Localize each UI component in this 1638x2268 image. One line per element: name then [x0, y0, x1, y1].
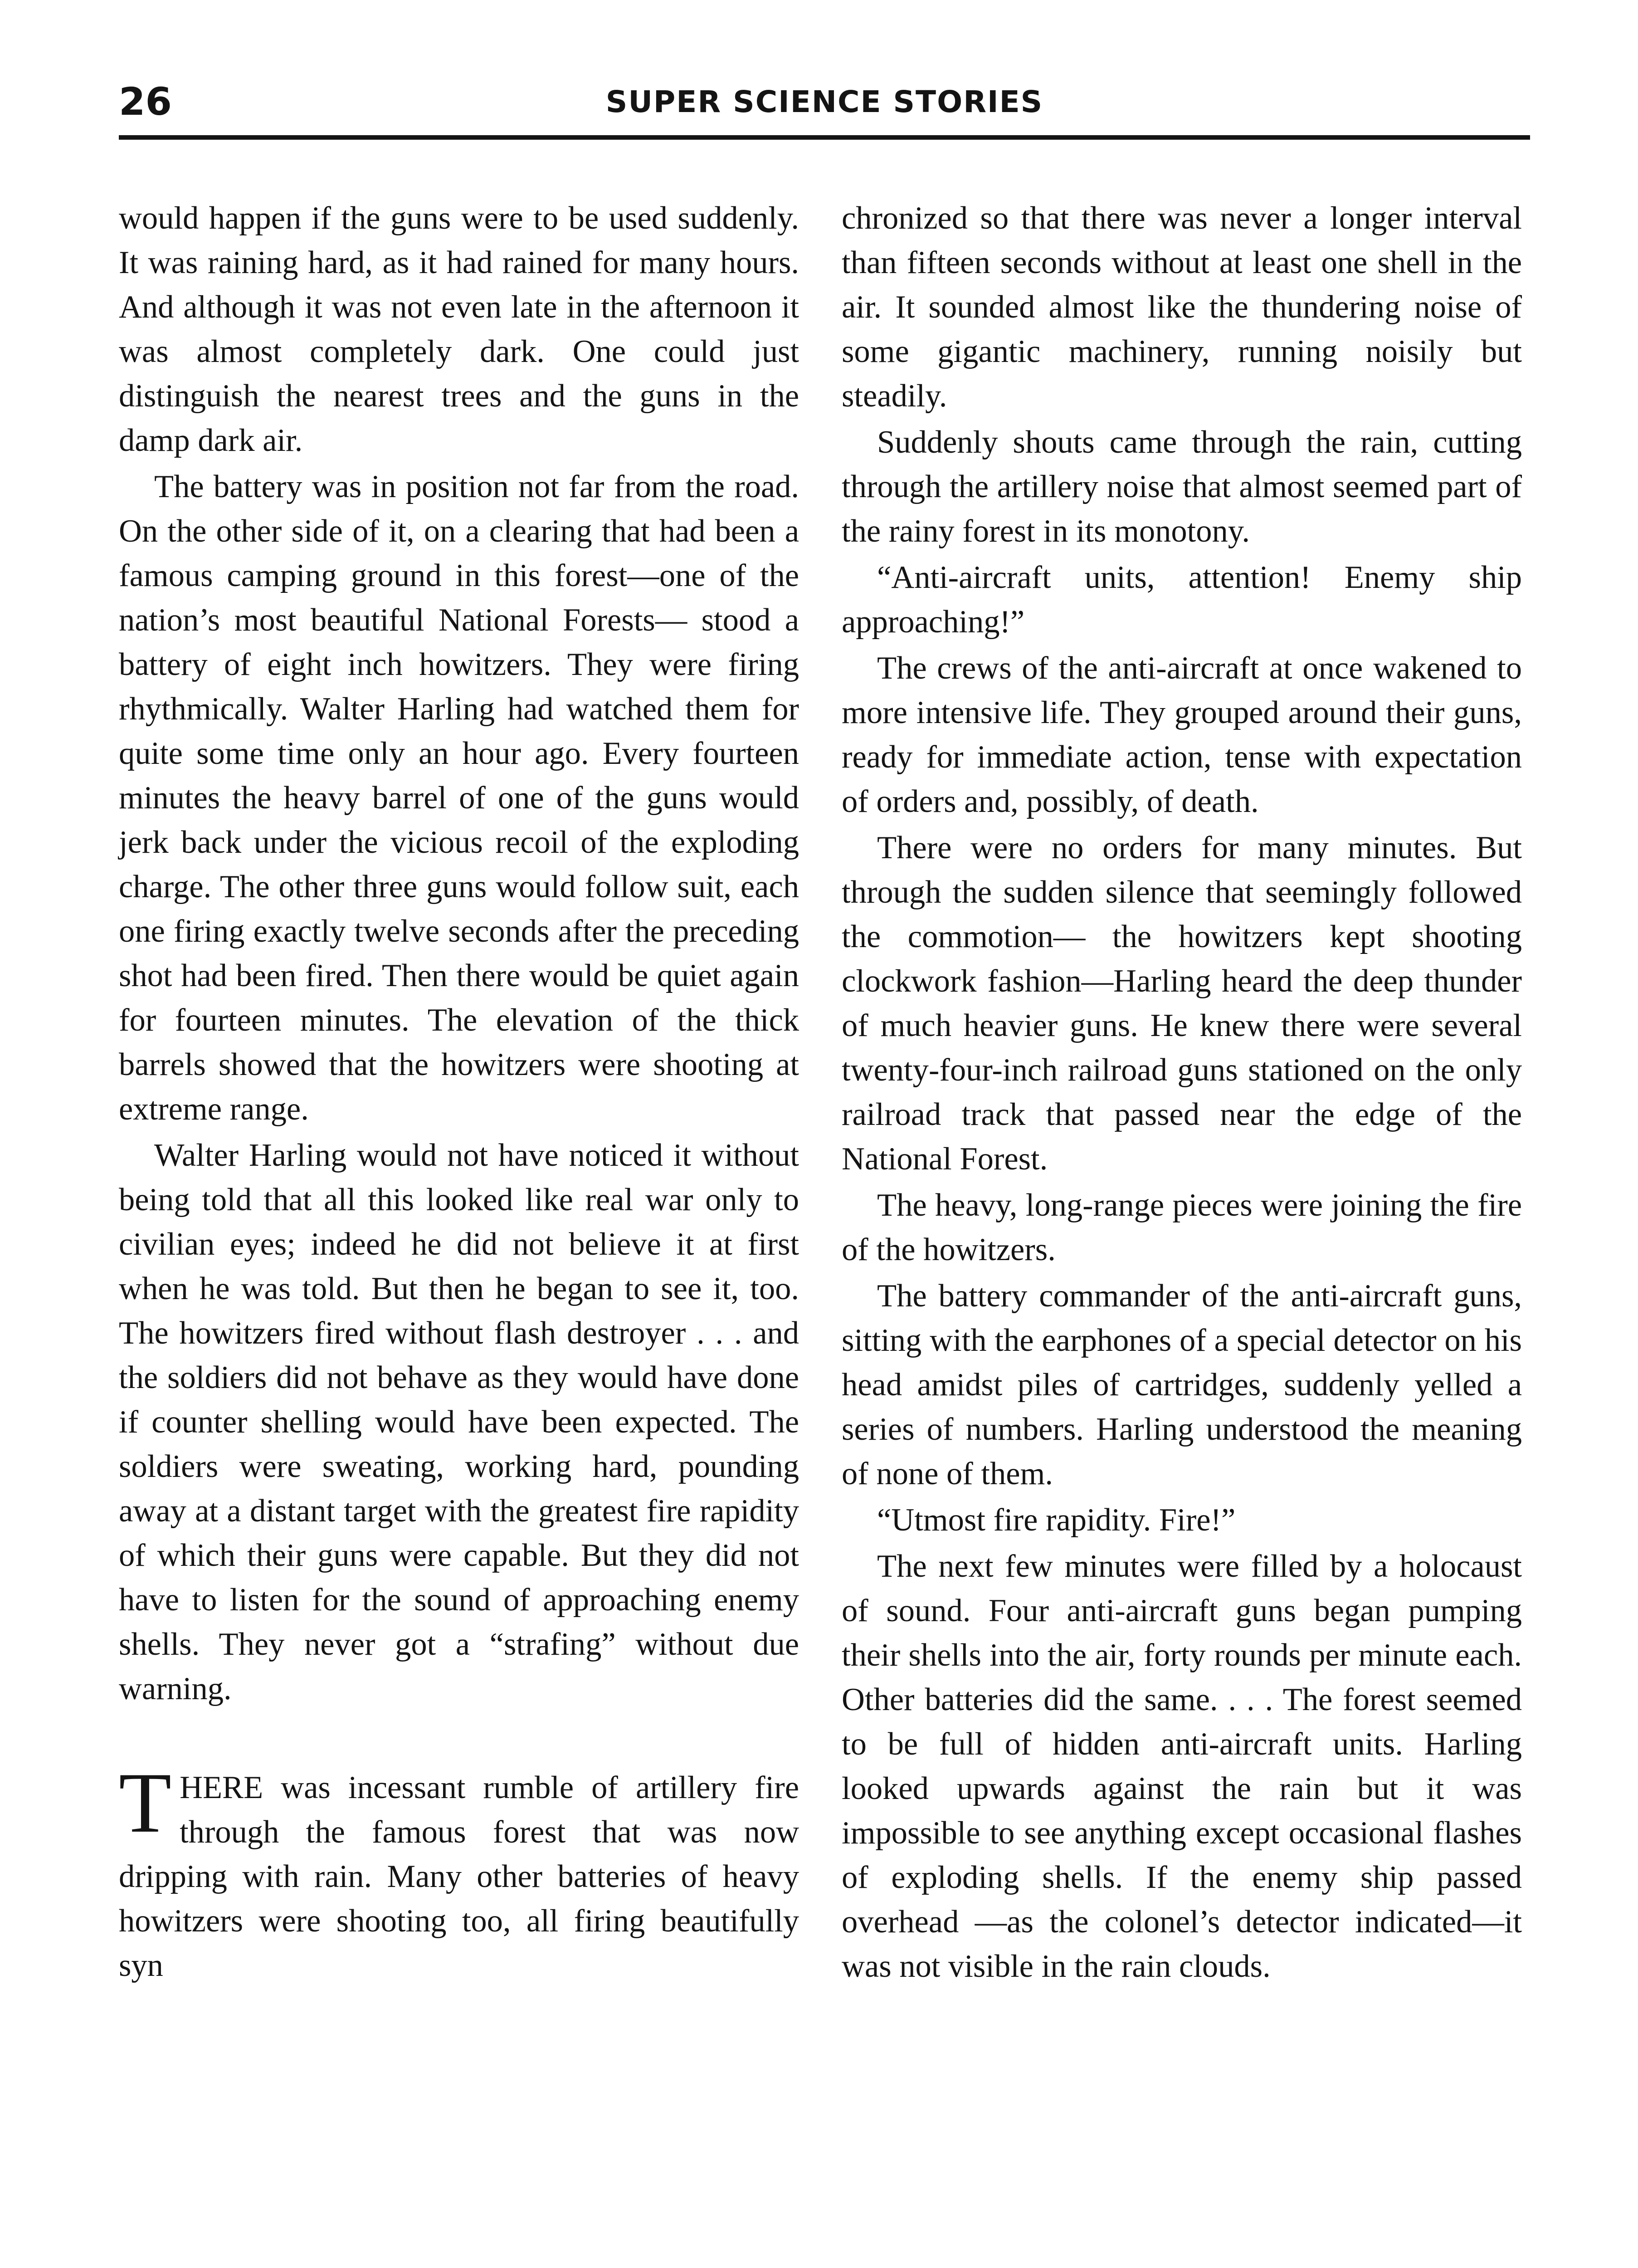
paragraph: The heavy, long-range pieces were joining the fire of the howitzers. — [842, 1188, 1522, 1267]
running-title: SUPER SCIENCE STORIES — [605, 84, 1043, 119]
drop-cap-paragraph-text: HERE was incessant rumble of artillery fire through the famous forest that was now dripping with rain. Many other batteries of heavy howitzers were shooting too, all firing beautifully syn — [119, 1770, 799, 1983]
paragraph: Suddenly shouts came through the rain, cutting through the artillery noise that almost seemed part of the rainy forest in its monotony. — [842, 425, 1522, 549]
drop-cap-paragraph — [119, 1755, 799, 1988]
paragraph: “Utmost fire rapidity. Fire!” — [877, 1502, 1236, 1538]
header-rule — [119, 135, 1530, 140]
page-header — [119, 77, 1530, 132]
paragraph: chronized so that there was never a longer interval than fifteen seconds without at least one shell in the air. It sounded almost like the thundering noise of some gigantic machinery, running noisily but steadily. — [842, 200, 1522, 414]
page-number: 26 — [119, 79, 172, 124]
paragraph: would happen if the guns were to be used suddenly. It was raining hard, as it had rained for many hours. And although it was not even late in the afternoon it was almost completely dark. One could just distinguish the nearest trees and the guns in the damp dark air. — [119, 200, 799, 458]
paragraph: There were no orders for many minutes. But through the sudden silence that seemingly followed the commotion— the howitzers kept shooting clockwork fashion—Harling heard the deep thunder of much heavier guns. He knew there were several twenty-four-inch railroad guns stationed on the only railroad track that passed near the edge of the National Forest. — [842, 830, 1522, 1177]
paragraph: The battery commander of the anti-aircraft guns, sitting with the earphones of a special detector on his head amidst piles of cartridges, suddenly yelled a series of numbers. Harling understood the meaning of none of them. — [842, 1278, 1522, 1491]
paragraph: The next few minutes were filled by a holocaust of sound. Four anti-aircraft guns began pumping their shells into the air, forty rounds per minute each. Other batteries did the same. . . . The forest seemed to be full of hidden anti-aircraft units. Harling looked upwards against the rain but it was impossible to see anything except occasional flashes of exploding shells. If the enemy ship passed overhead —as the colonel’s detector indicated—it was not visible in the rain clouds. — [842, 1549, 1522, 1984]
left-column — [119, 196, 799, 1989]
right-column — [842, 196, 1522, 1990]
paragraph: Walter Harling would not have noticed it without being told that all this looked like real war only to civilian eyes; indeed he did not believe it at first when he was told. But then he began to see it, too. The howitzers fired without flash destroyer . . . and the soldiers did not behave as they would have done if counter shelling would have been expected. The soldiers were sweating, working hard, pounding away at a distant target with the greatest fire rapidity of which their guns were capable. But they did not have to listen for the sound of approaching enemy shells. They never got a “strafing” without due warning. — [119, 1138, 799, 1706]
paragraph: “Anti-aircraft units, attention! Enemy ship approaching!” — [842, 560, 1522, 640]
paragraph: The battery was in position not far from the road. On the other side of it, on a clearing that had been a famous camping ground in this forest—one of the nation’s most beautiful National Forests— stood a battery of eight inch howitzers. They were firing rhythmically. Walter Harling had watched them for quite some time only an hour ago. Every fourteen minutes the heavy barrel of one of the guns would jerk back under the vicious recoil of the exploding charge. The other three guns would follow suit, each one firing exactly twelve seconds after the preceding shot had been fired. Then there would be quiet again for fourteen minutes. The elevation of the thick barrels showed that the howitzers were shooting at extreme range. — [119, 469, 799, 1127]
paragraph: The crews of the anti-aircraft at once wakened to more intensive life. They grouped around their guns, ready for immediate action, tense with expectation of orders and, possibly, of death. — [842, 650, 1522, 819]
drop-cap: T — [119, 1755, 172, 1851]
